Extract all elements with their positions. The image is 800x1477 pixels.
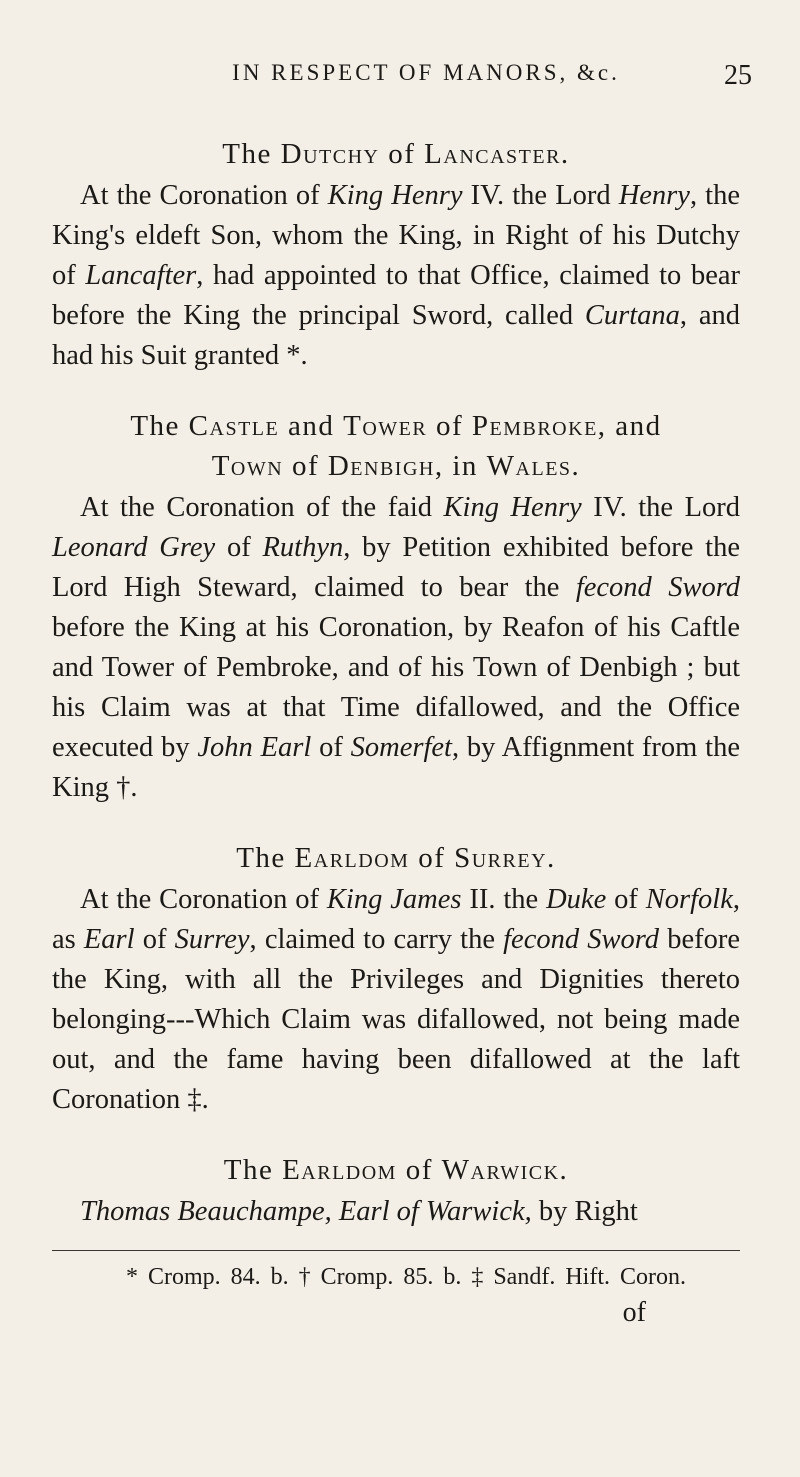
section-heading-castle-pembroke: The Castle and Tower of Pembroke, and Town of Denbigh, in Wales. bbox=[130, 410, 662, 482]
paragraph-earldom-warwick: Thomas Beauchampe, Earl of Warwick, by Right bbox=[80, 1196, 638, 1227]
paragraph-dutchy-lancaster: At the Coronation of King Henry IV. the Lord Henry, the King's eldeft Son, whom the King, in Right of his Dutchy of Lancafter, had appointed to that Office, claimed to bear before the King the principal Sword, called Curtana, and had his Suit granted *. bbox=[52, 180, 740, 371]
footnotes: * Cromp. 84. b. † Cromp. 85. b. ‡ Sandf. Hift. Coron. bbox=[126, 1264, 686, 1290]
section-heading-earldom-warwick: The Earldom of Warwick. bbox=[223, 1154, 569, 1186]
catchword: of bbox=[622, 1297, 646, 1328]
page-number: 25 bbox=[724, 60, 752, 91]
section-heading-earldom-surrey: The Earldom of Surrey. bbox=[236, 842, 556, 874]
book-page bbox=[52, 60, 752, 1329]
footnote-rule bbox=[52, 1250, 740, 1251]
paragraph-castle-pembroke: At the Coronation of the faid King Henry IV. the Lord Leonard Grey of Ruthyn, by Petition exhibited before the Lord High Steward, claimed to bear the fecond Sword before the King at his Coronation, by Reafon of his Caftle and Tower of Pembroke, and of his Town of Denbigh ; but his Claim was at that Time difallowed, and the Office executed by John Earl of Somerfet, by Affignment from the King †. bbox=[52, 492, 741, 803]
paragraph-earldom-surrey: At the Coronation of King James II. the Duke of Norfolk, as Earl of Surrey, claimed to carry the fecond Sword before the King, with all the Privileges and Dignities thereto belonging---Which Claim was difallowed, not being made out, and the fame having been difallowed at the laft Coronation ‡. bbox=[52, 884, 740, 1115]
section-heading-dutchy-lancaster: The Dutchy of Lancaster. bbox=[222, 138, 570, 170]
running-head bbox=[52, 60, 752, 104]
running-head-title: IN RESPECT OF MANORS, &c. bbox=[232, 60, 620, 85]
